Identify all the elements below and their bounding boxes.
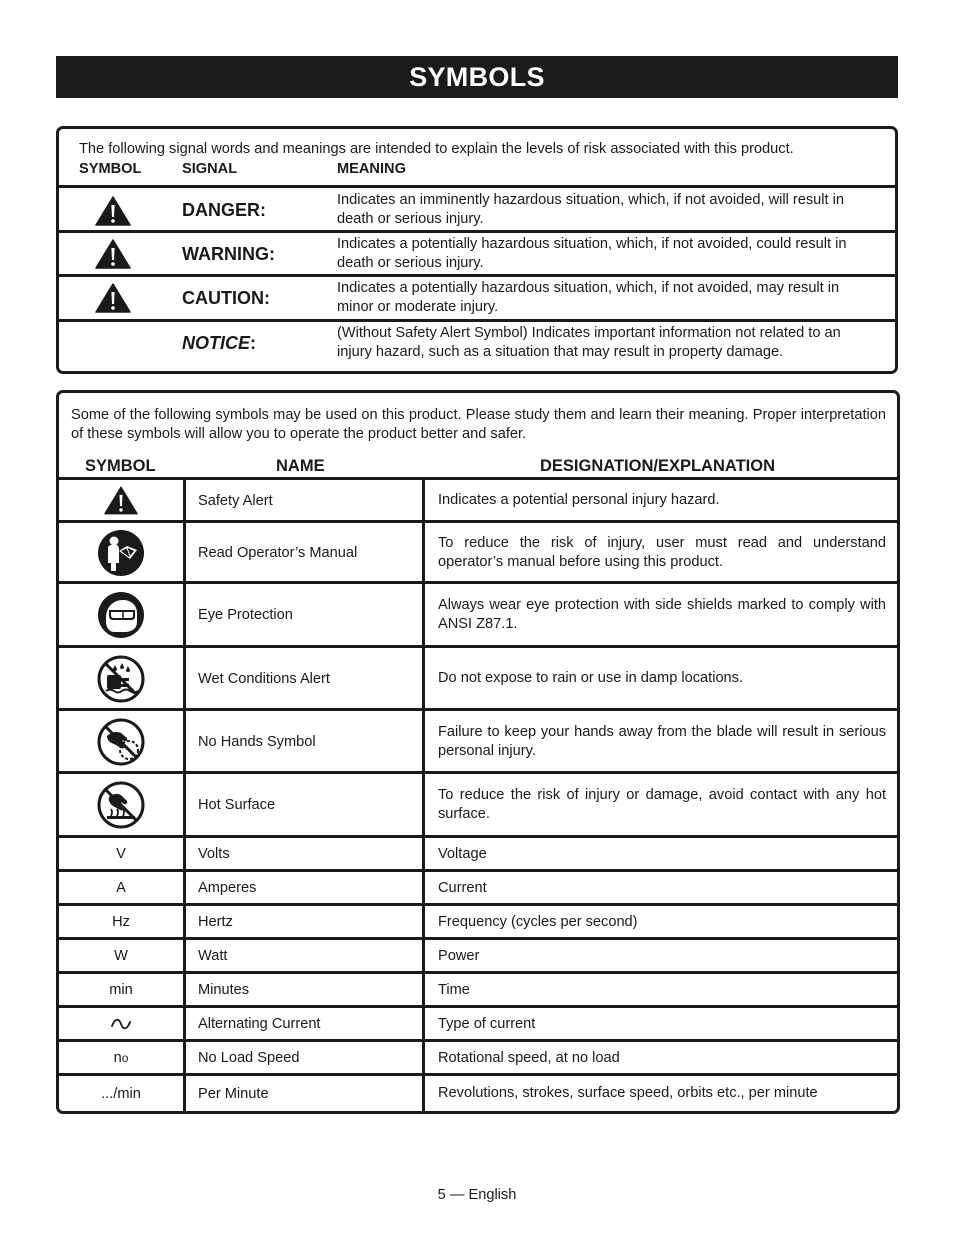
signal-header-signal: SIGNAL [182, 161, 238, 177]
symbol-row [59, 971, 897, 1006]
symbol-name: Safety Alert [198, 492, 273, 509]
signal-meaning-caution: Indicates a potentially hazardous situation, which, if not avoided, may result in minor or moderate injury. [337, 280, 840, 315]
alternating-current-icon [110, 1017, 132, 1031]
symbol-text: A [116, 880, 126, 896]
symbol-row [59, 903, 897, 938]
safety-alert-triangle-icon [95, 239, 131, 269]
symbol-row [59, 1005, 897, 1040]
symbol-designation: To reduce the risk of injury or damage, avoid contact with any hot surface. [438, 787, 886, 822]
symbol-designation: Voltage [438, 845, 487, 862]
symbol-designation: Do not expose to rain or use in damp locations. [438, 670, 744, 687]
wet-conditions-icon [97, 655, 145, 703]
symbol-name: No Hands Symbol [198, 733, 316, 750]
symbol-row [59, 1073, 897, 1111]
page-title: SYMBOLS [56, 56, 898, 98]
symbols-header-designation: DESIGNATION/EXPLANATION [540, 457, 775, 475]
signal-meaning-notice: (Without Safety Alert Symbol) Indicates important information not related to an injury hazard, such as a situation that may result in property damage. [337, 325, 841, 360]
symbols-box [56, 390, 900, 1114]
symbol-designation: Power [438, 947, 480, 964]
symbol-row [59, 869, 897, 904]
symbol-row [59, 520, 897, 582]
symbol-designation: Type of current [438, 1015, 536, 1032]
symbol-designation: To reduce the risk of injury, user must read and understand operator’s manual before using this product. [438, 535, 886, 570]
symbol-designation: Time [438, 981, 470, 998]
symbol-row [59, 1039, 897, 1074]
symbol-row [59, 937, 897, 972]
symbol-designation: Rotational speed, at no load [438, 1049, 620, 1066]
signal-words-box [56, 126, 898, 374]
no-hands-icon [97, 718, 145, 766]
signal-header-meaning: MEANING [337, 161, 406, 177]
safety-alert-icon [104, 486, 138, 515]
symbol-designation: Always wear eye protection with side shields marked to comply with ANSI Z87.1. [438, 597, 886, 632]
symbol-row [59, 645, 897, 709]
signal-row-warning [59, 230, 895, 275]
symbol-name: Hot Surface [198, 796, 276, 813]
symbol-name: Amperes [198, 880, 257, 896]
symbol-row [59, 771, 897, 835]
symbol-row [59, 581, 897, 645]
symbol-designation: Frequency (cycles per second) [438, 913, 638, 930]
symbol-name: No Load Speed [198, 1050, 300, 1066]
symbols-intro: Some of the following symbols may be used on this product. Please study them and learn their meaning. Proper interpretation of these symbols will allow you to operate the product better and safer. [71, 407, 886, 442]
signal-word-danger: DANGER: [182, 200, 266, 220]
symbol-text: V [116, 846, 126, 862]
symbol-name: Per Minute [198, 1085, 269, 1102]
signal-word-caution: CAUTION: [182, 288, 270, 308]
signal-meaning-warning: Indicates a potentially hazardous situation, which, if not avoided, could result in death or serious injury. [337, 236, 847, 271]
symbol-text: .../min [101, 1085, 141, 1102]
symbol-text: W [114, 948, 128, 964]
symbol-designation: Indicates a potential personal injury hazard. [438, 492, 720, 509]
signal-intro: The following signal words and meanings are intended to explain the levels of risk associated with this product. [79, 141, 794, 157]
symbol-row [59, 477, 897, 521]
symbol-name: Volts [198, 846, 230, 862]
signal-word-notice: NOTICE: [182, 333, 257, 353]
signal-word-warning: WARNING: [182, 244, 275, 264]
signal-row-caution [59, 274, 895, 320]
symbol-row [59, 835, 897, 870]
eye-protection-icon [97, 591, 145, 639]
symbol-name: Alternating Current [198, 1016, 321, 1032]
symbol-designation: Current [438, 879, 487, 896]
symbol-name: Watt [198, 948, 228, 964]
safety-alert-triangle-icon [95, 196, 131, 226]
read-manual-icon [97, 529, 145, 577]
signal-row-danger [59, 185, 895, 231]
symbol-text: min [109, 982, 133, 998]
symbols-header-symbol: SYMBOL [85, 457, 156, 475]
safety-alert-triangle-icon [95, 283, 131, 313]
symbol-name: Read Operator’s Manual [198, 544, 358, 561]
signal-row-notice [59, 319, 895, 374]
symbol-text: n o [113, 1050, 129, 1066]
symbol-row [59, 708, 897, 772]
page-footer: 5 — English [437, 1187, 517, 1203]
symbol-name: Eye Protection [198, 606, 293, 623]
signal-header-symbol: SYMBOL [79, 161, 142, 177]
symbol-name: Minutes [198, 982, 250, 998]
symbol-designation: Revolutions, strokes, surface speed, orbits etc., per minute [438, 1085, 818, 1102]
signal-meaning-danger: Indicates an imminently hazardous situation, which, if not avoided, will result in death or serious injury. [337, 192, 844, 227]
hot-surface-icon [97, 781, 145, 829]
symbol-text: Hz [112, 914, 130, 930]
symbol-designation: Failure to keep your hands away from the blade will result in serious personal injury. [438, 724, 886, 759]
symbols-header-name: NAME [276, 457, 325, 475]
symbol-name: Wet Conditions Alert [198, 670, 330, 687]
symbol-name: Hertz [198, 914, 233, 930]
